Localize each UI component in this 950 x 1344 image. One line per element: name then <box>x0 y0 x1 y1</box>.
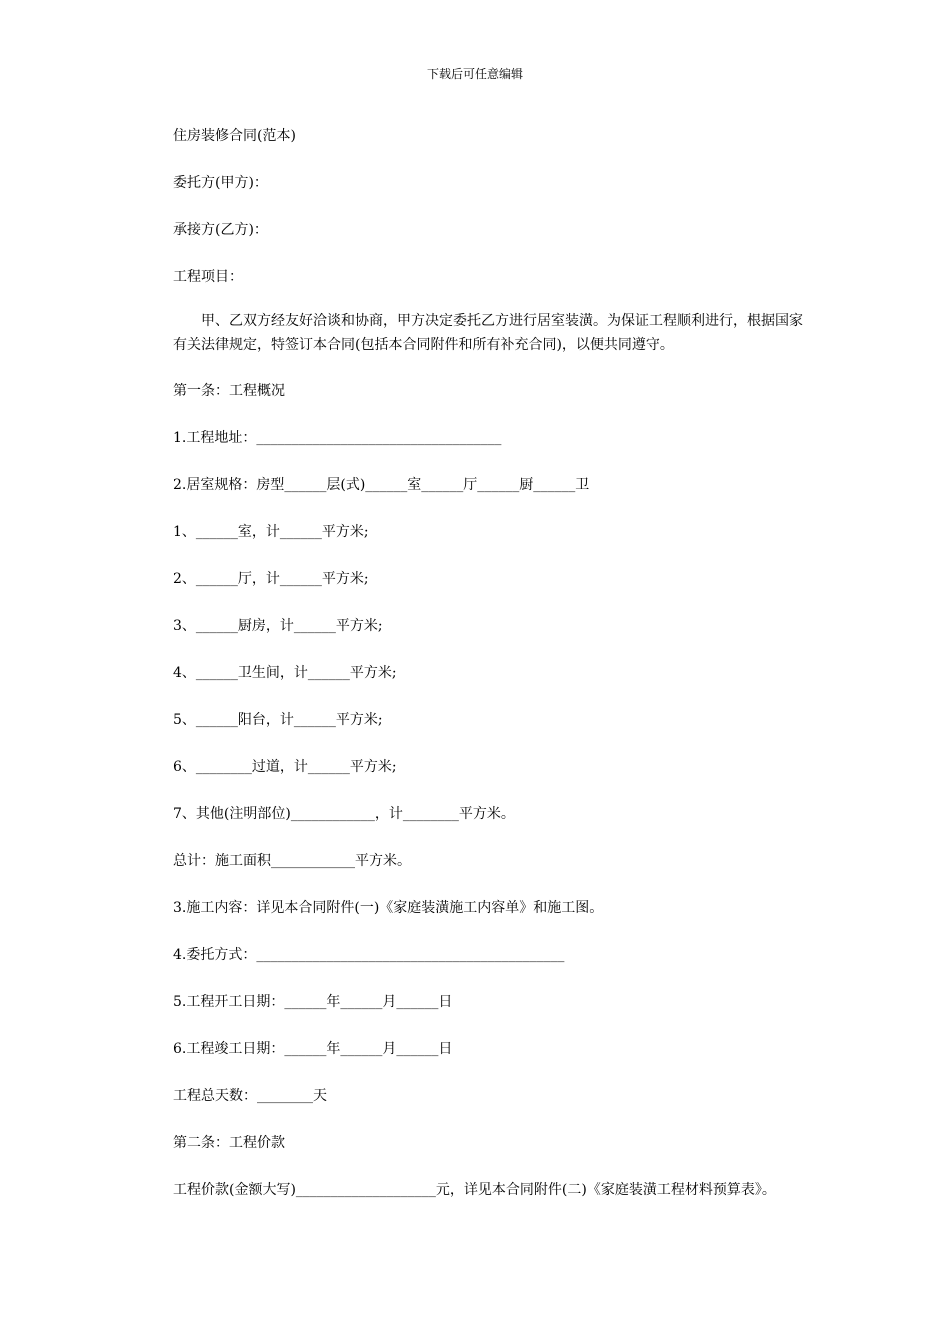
article-1-heading: 第一条：工程概况 <box>173 383 285 399</box>
party-a-line: 委托方(甲方)： <box>173 175 268 191</box>
project-line: 工程项目： <box>173 269 243 285</box>
room-item-4: 4、______卫生间，计______平方米; <box>173 665 397 681</box>
contract-body <box>173 125 813 1226</box>
room-item-6: 6、________过道，计______平方米; <box>173 759 397 775</box>
room-item-2: 2、______厅，计______平方米; <box>173 571 369 587</box>
end-date-line: 6.工程竣工日期：______年______月______日 <box>173 1041 453 1057</box>
start-date-line: 5.工程开工日期：______年______月______日 <box>173 994 453 1010</box>
total-days-line: 工程总天数：________天 <box>173 1088 327 1104</box>
commission-method-line: 4.委托方式：____________________________________________ <box>173 947 565 963</box>
room-item-3: 3、______厨房，计______平方米; <box>173 618 383 634</box>
total-area-line: 总计：施工面积____________平方米。 <box>173 853 411 869</box>
address-line: 1.工程地址：___________________________________ <box>173 430 502 446</box>
construction-content-line: 3.施工内容：详见本合同附件(一)《家庭装潢施工内容单》和施工图。 <box>173 900 604 916</box>
price-line: 工程价款(金额大写)____________________元，详见本合同附件(二)《家庭装潢工程材料预算表》。 <box>173 1182 776 1198</box>
party-b-line: 承接方(乙方)： <box>173 222 268 238</box>
room-spec-line: 2.居室规格：房型______层(式)______室______厅______厨______卫 <box>173 477 590 493</box>
room-item-5: 5、______阳台，计______平方米; <box>173 712 383 728</box>
preamble-paragraph: 甲、乙双方经友好洽谈和协商，甲方决定委托乙方进行居室装潢。为保证工程顺利进行，根据国家有关法律规定，特签订本合同(包括本合同附件和所有补充合同)，以便共同遵守。 <box>173 313 803 353</box>
article-2-heading: 第二条：工程价款 <box>173 1135 285 1151</box>
contract-title: 住房装修合同(范本) <box>173 128 296 144</box>
room-item-7: 7、其他(注明部位)____________，计________平方米。 <box>173 806 515 822</box>
page-header-note: 下载后可任意编辑 <box>426 67 523 81</box>
room-item-1: 1、______室，计______平方米; <box>173 524 369 540</box>
